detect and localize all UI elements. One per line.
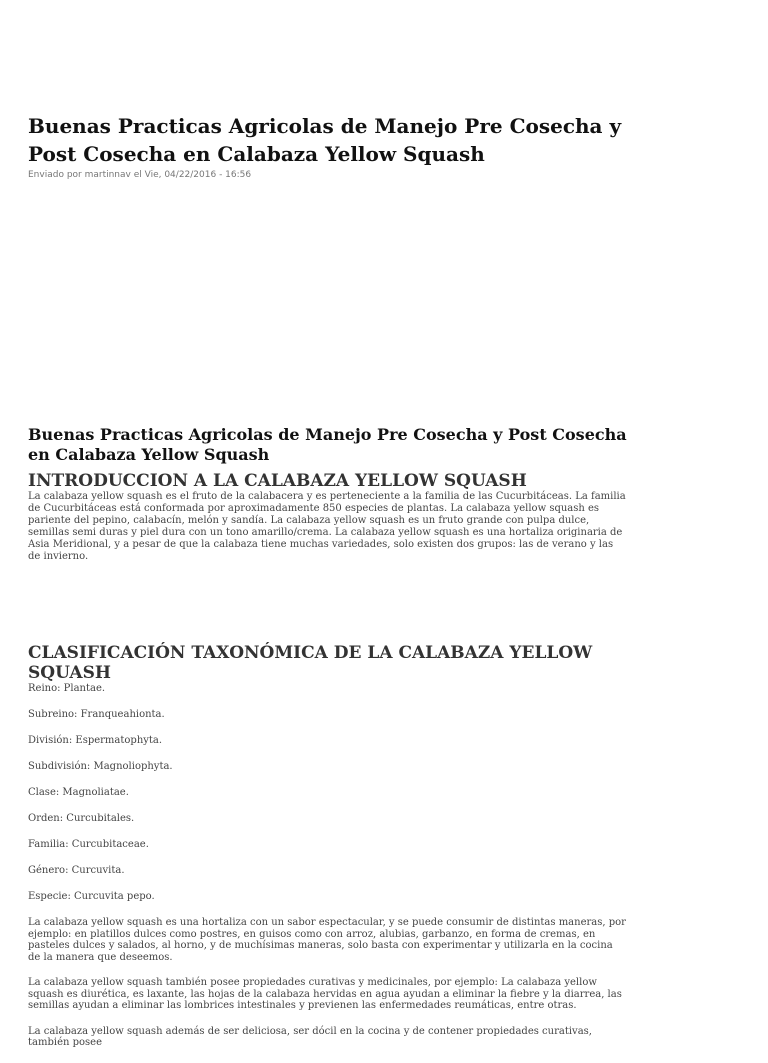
article-content (28, 425, 628, 1063)
taxonomy-item: Subreino: Franqueahionta. (28, 709, 165, 720)
article-subtitle: Buenas Practicas Agricolas de Manejo Pre Cosecha y Post Cosecha en Calabaza Yellow Squash (28, 425, 627, 464)
body-paragraph: La calabaza yellow squash también posee propiedades curativas y medicinales, por ejemplo: La calabaza yellow squash es diurética, es laxante, las hojas de la calabaza hervidas en agua ayudan a eliminar la fiebre y la diarrea, las semillas ayudan a eliminar las lombrices intestinales y previenen las enfermedades reumáticas, entre otras. (28, 977, 622, 1011)
taxonomy-heading: CLASIFICACIÓN TAXONÓMICA DE LA CALABAZA YELLOW SQUASH (28, 643, 593, 683)
taxonomy-list (28, 683, 628, 903)
article-meta: Enviado por martinnav el Vie, 04/22/2016 - 16:56 (28, 170, 252, 180)
taxonomy-item: División: Espermatophyta. (28, 735, 163, 746)
taxonomy-item: Clase: Magnoliatae. (28, 787, 129, 798)
intro-paragraph: La calabaza yellow squash es el fruto de la calabacera y es perteneciente a la familia de las Cucurbitáceas. La familia de Cucurbitáceas está conformada por aproximadamente 850 especies de plantas. La calabaza yellow squash es pariente del pepino, calabacín, melón y sandía. La calabaza yellow squash es un fruto grande con pulpa dulce, semillas semi duras y piel dura con un tono amarillo/crema. La calabaza yellow squash es una hortaliza originaria de Asia Meridional, y a pesar de que la calabaza tiene muchas variedades, solo existen dos grupos: las de verano y las de invierno. (28, 491, 626, 562)
article-title: Buenas Practicas Agricolas de Manejo Pre Cosecha y Post Cosecha en Calabaza Yellow Squash (28, 114, 622, 166)
taxonomy-item: Género: Curcuvita. (28, 865, 125, 876)
taxonomy-item: Especie: Curcuvita pepo. (28, 891, 155, 902)
taxonomy-item: Orden: Curcubitales. (28, 813, 135, 824)
taxonomy-item: Familia: Curcubitaceae. (28, 839, 149, 850)
body-paragraph: La calabaza yellow squash es una hortaliza con un sabor espectacular, y se puede consumir de distintas maneras, por ejemplo: en platillos dulces como postres, en guisos como con arroz, alubias, garbanzo, en forma de cremas, en pasteles dulces y salados, al horno, y de muchísimas maneras, solo basta con experimentar y utilizarla en la cocina de la manera que deseemos. (28, 917, 626, 963)
intro-heading: INTRODUCCION A LA CALABAZA YELLOW SQUASH (28, 471, 527, 491)
body-paragraph: La calabaza yellow squash además de ser deliciosa, ser dócil en la cocina y de contener propiedades curativas, también posee (28, 1025, 592, 1048)
taxonomy-item: Reino: Plantae. (28, 683, 106, 694)
taxonomy-item: Subdivisión: Magnoliophyta. (28, 761, 173, 772)
spacer (28, 563, 628, 643)
